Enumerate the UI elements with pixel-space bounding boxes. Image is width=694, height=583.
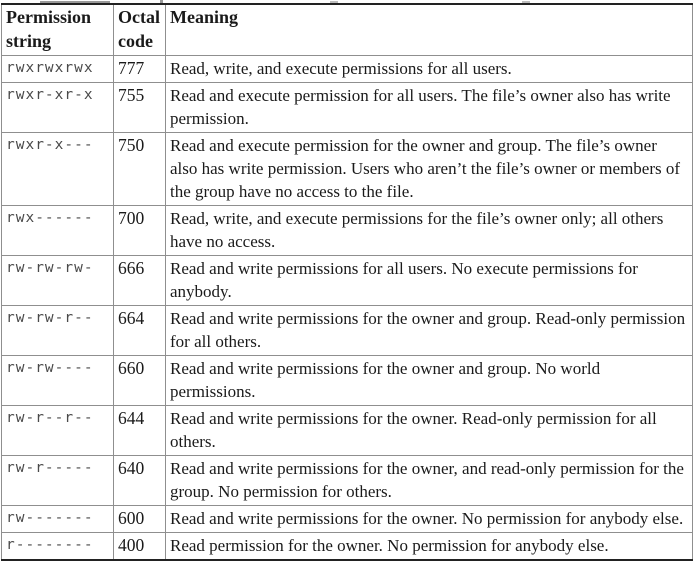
octal-code-cell: 750 bbox=[114, 133, 166, 206]
permission-string-cell: rwxr-x--- bbox=[2, 133, 114, 206]
octal-code-cell: 644 bbox=[114, 406, 166, 456]
permission-string-cell: rwx------ bbox=[2, 206, 114, 256]
table-row bbox=[2, 56, 693, 83]
permission-string-cell: rw-r----- bbox=[2, 456, 114, 506]
octal-code-cell: 666 bbox=[114, 256, 166, 306]
octal-code-cell: 755 bbox=[114, 83, 166, 133]
table-row bbox=[2, 356, 693, 406]
meaning-cell: Read, write, and execute permissions for the file’s owner only; all others have no access. bbox=[166, 206, 693, 256]
table-row bbox=[2, 256, 693, 306]
meaning-cell: Read permission for the owner. No permission for anybody else. bbox=[166, 533, 693, 561]
meaning-cell: Read and write permissions for the owner and group. No world permissions. bbox=[166, 356, 693, 406]
table-row bbox=[2, 533, 693, 561]
octal-code-cell: 777 bbox=[114, 56, 166, 83]
col-header-meaning: Meaning bbox=[166, 4, 693, 56]
permission-string-cell: rwxrwxrwx bbox=[2, 56, 114, 83]
permissions-table bbox=[1, 3, 693, 561]
meaning-cell: Read and write permissions for all users. No execute permissions for anybody. bbox=[166, 256, 693, 306]
octal-code-cell: 700 bbox=[114, 206, 166, 256]
permission-string-cell: rwxr-xr-x bbox=[2, 83, 114, 133]
header-row bbox=[2, 4, 693, 56]
meaning-cell: Read and write permissions for the owner, and read-only permission for the group. No permission for others. bbox=[166, 456, 693, 506]
table-row bbox=[2, 456, 693, 506]
col-header-octal-code: Octal code bbox=[114, 4, 166, 56]
table-row bbox=[2, 506, 693, 533]
permission-string-cell: rw-r--r-- bbox=[2, 406, 114, 456]
permission-string-cell: r-------- bbox=[2, 533, 114, 561]
meaning-cell: Read and write permissions for the owner. No permission for anybody else. bbox=[166, 506, 693, 533]
meaning-cell: Read, write, and execute permissions for all users. bbox=[166, 56, 693, 83]
table-row bbox=[2, 133, 693, 206]
meaning-cell: Read and write permissions for the owner and group. Read-only permission for all others. bbox=[166, 306, 693, 356]
octal-code-cell: 400 bbox=[114, 533, 166, 561]
octal-code-cell: 664 bbox=[114, 306, 166, 356]
octal-code-cell: 660 bbox=[114, 356, 166, 406]
permission-string-cell: rw-rw-r-- bbox=[2, 306, 114, 356]
table-row bbox=[2, 306, 693, 356]
table-row bbox=[2, 406, 693, 456]
octal-code-cell: 640 bbox=[114, 456, 166, 506]
permission-string-cell: rw------- bbox=[2, 506, 114, 533]
octal-code-cell: 600 bbox=[114, 506, 166, 533]
col-header-permission-string: Permission string bbox=[2, 4, 114, 56]
meaning-cell: Read and execute permission for all users. The file’s owner also has write permission. bbox=[166, 83, 693, 133]
permission-string-cell: rw-rw-rw- bbox=[2, 256, 114, 306]
meaning-cell: Read and write permissions for the owner. Read-only permission for all others. bbox=[166, 406, 693, 456]
table-row bbox=[2, 83, 693, 133]
permission-string-cell: rw-rw---- bbox=[2, 356, 114, 406]
meaning-cell: Read and execute permission for the owner and group. The file’s owner also has write permission. Users who aren’t the file’s owner or members of the group have no access to the file. bbox=[166, 133, 693, 206]
table-row bbox=[2, 206, 693, 256]
